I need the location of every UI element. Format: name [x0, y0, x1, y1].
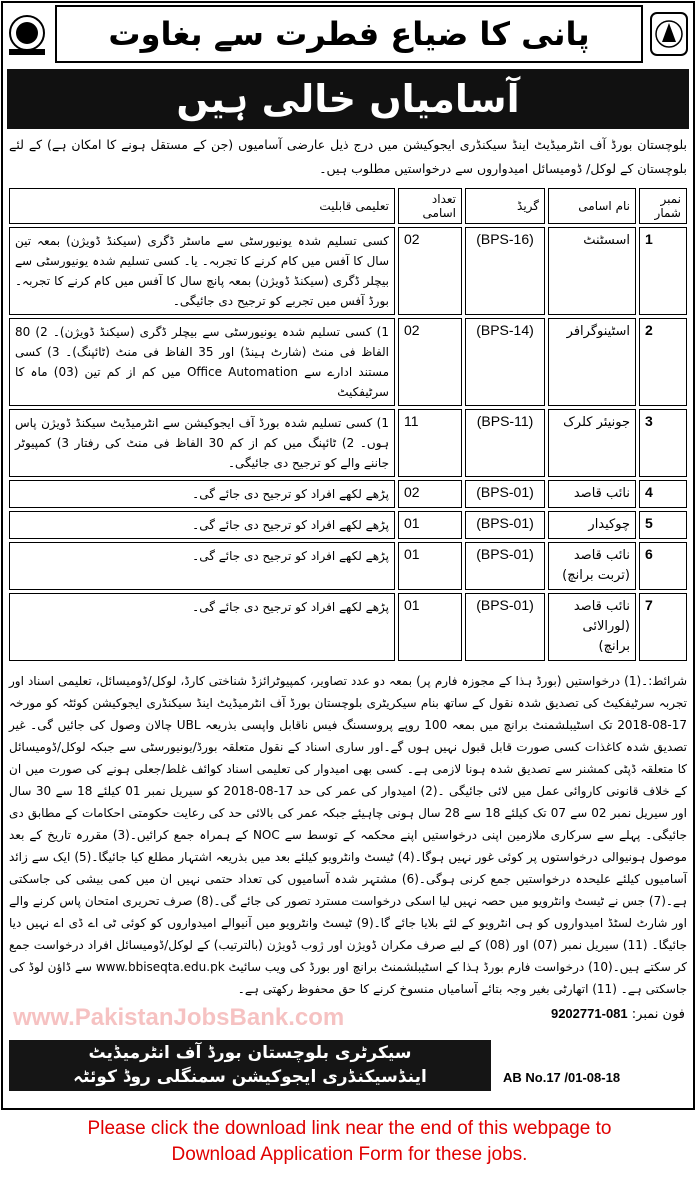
table-row	[9, 542, 687, 590]
col-grade: گریڈ	[465, 188, 545, 224]
ad-bottom	[3, 1004, 693, 1104]
col-serial: نمبر شمار	[639, 188, 687, 224]
count: 02	[398, 318, 462, 406]
download-note-line-2: Download Application Form for these jobs.	[171, 1144, 528, 1165]
grade: (BPS-01)	[465, 593, 545, 661]
condition-line: نقول متعلقہ بورڈ/یونیورسٹی سے جبکہ لوکل/ڈومیسائل کا متعلقہ ڈپٹی کمشنر سے تصدیق شدہ ہونا لازمی ہے۔ کسی بھی امیدوار کی تعلیمی اسناد کوائف غلط/جعلی ہونے	[9, 740, 687, 776]
serial: 5	[639, 511, 687, 539]
condition-line: سیریل نمبر 02 سے 07 تک کیلئے 18 سے 28 سال ہونی چاہیئے جبکہ عمر کی بالائی حد کی رعایت حکومتی احکامات کے مطابق دی جائیگی۔ پہلے سے سرکاری	[9, 806, 687, 842]
condition-line: شرائط:۔(1) درخواستیں (بورڈ ہذا کے مجوزہ فارم پر) بمعہ دو عدد تصاویر، کمپیوٹرائزڈ شناختی کارڈ، لوکل/ڈومیسائل، تعلیمی اسناد اور تجربہ سرٹیفکیٹ کی تصدیق شدہ	[9, 674, 687, 710]
col-post-name: نام اسامی	[548, 188, 636, 224]
condition-line: کی صورت میں ان کے خلاف قانونی کاروائی عمل میں لائی جائیگی ۔(2) امیدوار کی عمر کی حد 17-08-2018 کو سیریل نمبر 01 کیلئے 18 سے 30 سال اور	[9, 762, 688, 820]
col-qualification: تعلیمی قابلیت	[9, 188, 395, 224]
qualification: 1) کسی تسلیم شدہ بورڈ آف ایجوکیشن سے انٹرمیڈیٹ سیکنڈ ڈویژن پاس ہوں۔ 2) ٹائپنگ میں کم از کم 30 الفاظ فی منٹ کی رفتار 3) کمپیوٹر جاننے والے کو ترجیح دی جائیگی۔	[9, 409, 395, 477]
grade: (BPS-14)	[465, 318, 545, 406]
count: 01	[398, 542, 462, 590]
intro-line: ڈومیسائل امیدواروں سے درخواستیں مطلوب ہیں۔	[319, 161, 583, 176]
condition-line: ہیں۔(10) درخواست فارم بورڈ ہذا کے اسٹیبلشمنٹ برانچ اور بورڈ کی ویب سائیٹ www.bbiseqta.edu.pk سے ڈاؤن لوڈ کی جاسکتی ہے۔ (11)	[9, 960, 687, 996]
job-advertisement	[1, 1, 695, 1110]
post-name: چوکیدار	[548, 511, 636, 539]
qualification: پڑھے لکھے افراد کو ترجیح دی جائے گی۔	[9, 511, 395, 539]
post-name: اسسٹنٹ	[548, 227, 636, 315]
condition-line: حتمی نہیں ان میں کمی بیشی کی جاسکتی ہے۔(7) جس نے ٹیسٹ وانٹرویو میں حصہ نہیں لیا اسکی درخواست مسترد تصور کی جائے گی۔(8) صرف تحریری امتحان پاس	[9, 872, 687, 908]
serial: 1	[639, 227, 687, 315]
watermark: www.PakistanJobsBank.com	[13, 1004, 345, 1031]
post-name: جونیئر کلرک	[548, 409, 636, 477]
condition-line: ملازمین اپنی درخواستیں اپنے محکمہ کے توسط سے NOC کے ہمراہ جمع کرائیں۔(3) مقررہ تاریخ کے بعد موصول ہونیوالی درخواستوں پر کوئی غور نہیں ہوگا۔(4)	[9, 828, 687, 864]
condition-line: کرنے والے اور شارٹ لسٹڈ امیدواروں کو ہی انٹرویو کے لئے بلایا جائے گا۔(9) ٹیسٹ وانٹرویو میں آنیوالے امیدواروں کو کوئی ٹی اے ڈی اے نہیں دیا	[9, 894, 687, 930]
vacancies-table	[6, 185, 690, 664]
serial: 4	[639, 480, 687, 508]
phone-value: 081-9202771	[550, 1006, 628, 1021]
grade: (BPS-01)	[465, 480, 545, 508]
count: 02	[398, 480, 462, 508]
ad-header	[3, 3, 693, 65]
issuer-line-1: سیکرٹری بلوچستان بورڈ آف انٹرمیڈیٹ	[88, 1043, 412, 1063]
qualification: پڑھے لکھے افراد کو ترجیح دی جائے گی۔	[9, 593, 395, 661]
download-note-line-1: Please click the download link near the end of this webpage to	[87, 1118, 612, 1139]
slogan-title: پانی کا ضیاع فطرت سے بغاوت	[55, 5, 643, 63]
count: 01	[398, 511, 462, 539]
ad-reference-number: AB No.17 /01-08-18	[503, 1070, 621, 1085]
condition-line: ٹیسٹ وانٹرویو کیلئے بعد میں بذریعہ اشتہار مطلع کیا جائیگا۔(5) ایک سے زائد آسامیوں کیلئے علیحدہ درخواستیں جمع کرنی ہوگی۔(6) مشتہر شدہ آسامیوں کی تعداد	[9, 850, 687, 886]
table-row	[9, 227, 687, 315]
table-header-row	[9, 188, 687, 224]
board-logo-icon	[7, 9, 47, 59]
qualification: کسی تسلیم شدہ یونیورسٹی سے ماسٹر ڈگری (سیکنڈ ڈویژن) بمعہ تین سال کا آفس میں کام کرنے کا تجربہ۔ یا۔ کسی تسلیم شدہ یونیورسٹی سے بیچلر ڈگری (سیکنڈ ڈویژن) بمعہ پانچ سال کا آفس میں کام کرنے کا تجربہ۔ بورڈ آفس میں تجربے کو ترجیح دی جائیگی۔	[9, 227, 395, 315]
table-row	[9, 318, 687, 406]
count: 02	[398, 227, 462, 315]
phone-number	[551, 1006, 685, 1022]
condition-line: اتھارٹی بغیر وجہ بتائے آسامیاں منسوخ کرنے کا حق محفوظ رکھتی ہے۔	[237, 982, 589, 996]
post-name: اسٹینوگرافر	[548, 318, 636, 406]
serial: 6	[639, 542, 687, 590]
post-name: نائب قاصد (لورالائی برانچ)	[548, 593, 636, 661]
qualification: پڑھے لکھے افراد کو ترجیح دی جائے گی۔	[9, 480, 395, 508]
condition-line: پروسسنگ فیس ناقابل واپسی بذریعہ UBL چالان وصول کی جائیں گی۔ غیر تصدیق شدہ کاغذات کسی صورت قابل قبول نہیں ہوں گے۔اور ساری اسناد کے	[9, 718, 687, 754]
table-row	[9, 409, 687, 477]
intro-paragraph	[9, 133, 687, 181]
balochistan-emblem-icon	[649, 9, 689, 59]
phone-label: فون نمبر:	[631, 1007, 685, 1022]
conditions-paragraph	[9, 670, 687, 1000]
vacancies-banner: آسامیاں خالی ہیں	[7, 69, 689, 129]
grade: (BPS-11)	[465, 409, 545, 477]
intro-line: بلوچستان بورڈ آف انٹرمیڈیٹ اینڈ سیکنڈری ایجوکیشن میں درج ذیل عارضی آسامیوں (جن کے مستقل ہونے کا امکان ہے) کے لئے بلوچستان کے لوکل/	[9, 137, 687, 176]
download-note	[0, 1116, 699, 1168]
post-name: نائب قاصد (تربت برانچ)	[548, 542, 636, 590]
condition-line: جائیگا۔ (11) سیریل نمبر (07) اور (08) کے لیے صرف مکران ڈویژن اور ژوب ڈویژن (بالترتیب) کے لوکل/ڈومیسائل افراد درخواست جمع کر سکتے	[9, 938, 687, 974]
grade: (BPS-16)	[465, 227, 545, 315]
issuer-address-box	[9, 1040, 491, 1091]
grade: (BPS-01)	[465, 542, 545, 590]
grade: (BPS-01)	[465, 511, 545, 539]
qualification: پڑھے لکھے افراد کو ترجیح دی جائے گی۔	[9, 542, 395, 590]
col-count: تعداد اسامی	[398, 188, 462, 224]
serial: 2	[639, 318, 687, 406]
serial: 7	[639, 593, 687, 661]
condition-line: نقول کے ساتھ بنام سیکریٹری بلوچستان بورڈ آف انٹرمیڈیٹ اینڈ سیکنڈری ایجوکیشن کوئٹہ کو مورخہ 17-08-2018 تک اسٹیبلشمنٹ برانچ میں بمعہ 100 روپے	[9, 696, 688, 732]
count: 11	[398, 409, 462, 477]
table-row	[9, 593, 687, 661]
issuer-line-2: اینڈسیکنڈری ایجوکیشن سمنگلی روڈ کوئٹہ	[73, 1067, 427, 1087]
qualification: 1) کسی تسلیم شدہ یونیورسٹی سے بیچلر ڈگری (سیکنڈ ڈویژن)۔ 2) 80 الفاظ فی منٹ (شارٹ ہینڈ) اور 35 الفاظ فی منٹ (ٹائپنگ)۔ 3) کسی مستند ادارے سے Office Automation میں کم از کم تین (03) ماہ کا سرٹیفکیٹ	[9, 318, 395, 406]
table-row	[9, 511, 687, 539]
count: 01	[398, 593, 462, 661]
serial: 3	[639, 409, 687, 477]
table-row	[9, 480, 687, 508]
post-name: نائب قاصد	[548, 480, 636, 508]
